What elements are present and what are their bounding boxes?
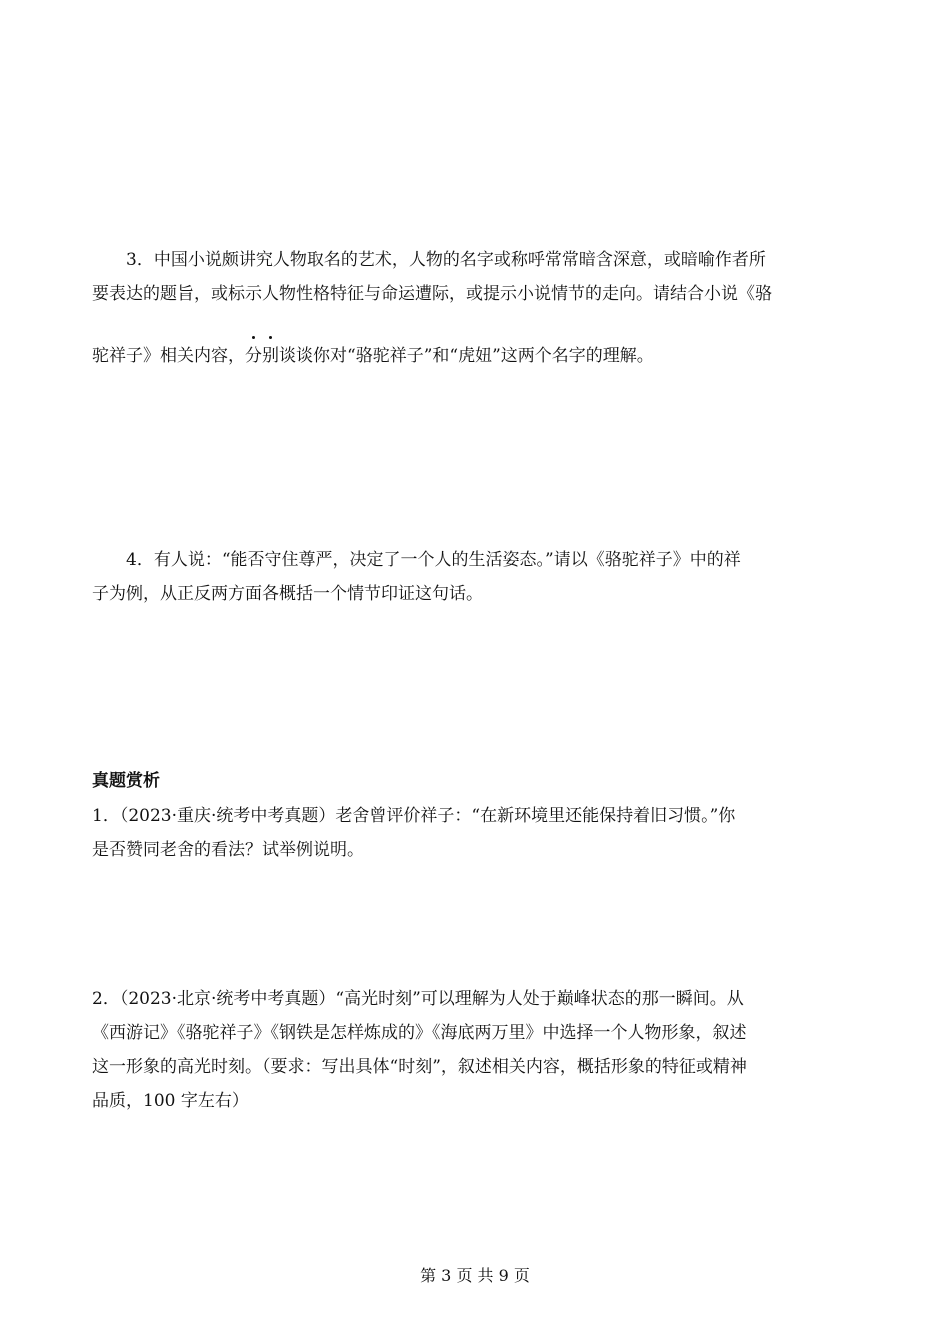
past-question-1-line-1: 1．（2023·重庆·统考中考真题）老舍曾评价祥子：“在新环境里还能保持着旧习惯。”你 bbox=[92, 806, 736, 826]
past-question-1-line-2: 是否赞同老舍的看法？试举例说明。 bbox=[92, 840, 364, 860]
section-heading: 真题赏析 bbox=[92, 771, 160, 791]
past-question-2-line-3: 这一形象的高光时刻。（要求：写出具体“时刻”，叙述相关内容，概括形象的特征或精神 bbox=[92, 1057, 747, 1077]
question-3-line-3 bbox=[92, 339, 862, 373]
past-question-1 bbox=[92, 799, 862, 867]
question-3-line-2: 要表达的题旨，或标示人物性格特征与命运遭际，或提示小说情节的走向。请结合小说《骆 bbox=[92, 284, 772, 304]
question-4 bbox=[92, 543, 862, 611]
question-3 bbox=[92, 243, 862, 373]
past-question-2-line-4: 品质，100 字左右） bbox=[92, 1091, 249, 1111]
question-4-line-2: 子为例，从正反两方面各概括一个情节印证这句话。 bbox=[92, 584, 483, 604]
past-question-2-line-2: 《西游记》《骆驼祥子》《钢铁是怎样炼成的》《海底两万里》中选择一个人物形象，叙述 bbox=[92, 1023, 747, 1043]
past-question-2-line-1: 2．（2023·北京·统考中考真题）“高光时刻”可以理解为人处于巅峰状态的那一瞬间。从 bbox=[92, 989, 744, 1009]
page-number-footer: 第 3 页 共 9 页 bbox=[420, 1266, 530, 1285]
question-3-line-1: 3．中国小说颇讲究人物取名的艺术，人物的名字或称呼常常暗含深意，或暗喻作者所 bbox=[126, 250, 766, 270]
past-question-2 bbox=[92, 982, 862, 1118]
emphasis-char-1: 分 bbox=[245, 346, 262, 366]
question-3-line-3-start: 驼祥子》相关内容， bbox=[92, 346, 245, 366]
question-3-line-3-end: 谈谈你对“骆驼祥子”和“虎妞”这两个名字的理解。 bbox=[279, 346, 654, 366]
question-4-line-1: 4．有人说：“能否守住尊严，决定了一个人的生活姿态。”请以《骆驼祥子》中的祥 bbox=[126, 550, 741, 570]
emphasis-char-2: 别 bbox=[262, 346, 279, 366]
